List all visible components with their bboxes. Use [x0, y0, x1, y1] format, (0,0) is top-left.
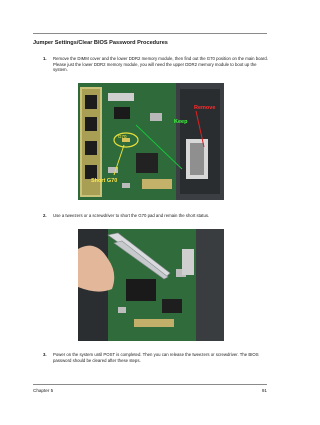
section-heading: Jumper Settings/Clear BIOS Password Procedures	[33, 40, 168, 46]
step-text: Remove the DIMM cover and the lower DDR2 memory module, then find out the G70 position on the main board. Please just the lower DDR2 memory module, you will need the upper DDR2 memory module to boot up the system.	[53, 56, 268, 73]
remove-label: Remove	[194, 105, 216, 111]
figure-1-photo	[78, 83, 224, 200]
short-g70-label: Short G70	[91, 178, 118, 184]
g70-label: G70	[118, 134, 127, 139]
footer-rule	[33, 384, 267, 385]
keep-label: Keep	[174, 119, 188, 125]
step-3	[43, 352, 268, 363]
figure-1-svg	[78, 83, 224, 200]
figure-2-photo	[78, 229, 224, 341]
step-1	[43, 56, 268, 73]
step-text: Power on the system until POST is completed. Then you can release the tweezers or screwdriver. The BIOS password should be cleared after these steps.	[53, 352, 259, 363]
footer-page-number: 91	[261, 388, 267, 393]
step-number: 3.	[43, 352, 47, 357]
step-text: Use a tweezers or a screwdriver to short the G70 pad and remain the short status.	[53, 213, 210, 218]
step-2	[43, 213, 268, 219]
step-number: 2.	[43, 213, 47, 218]
step-number: 1.	[43, 56, 47, 61]
figure-2-svg	[78, 229, 224, 341]
footer-chapter: Chapter 5	[33, 388, 54, 393]
header-rule	[33, 33, 267, 34]
